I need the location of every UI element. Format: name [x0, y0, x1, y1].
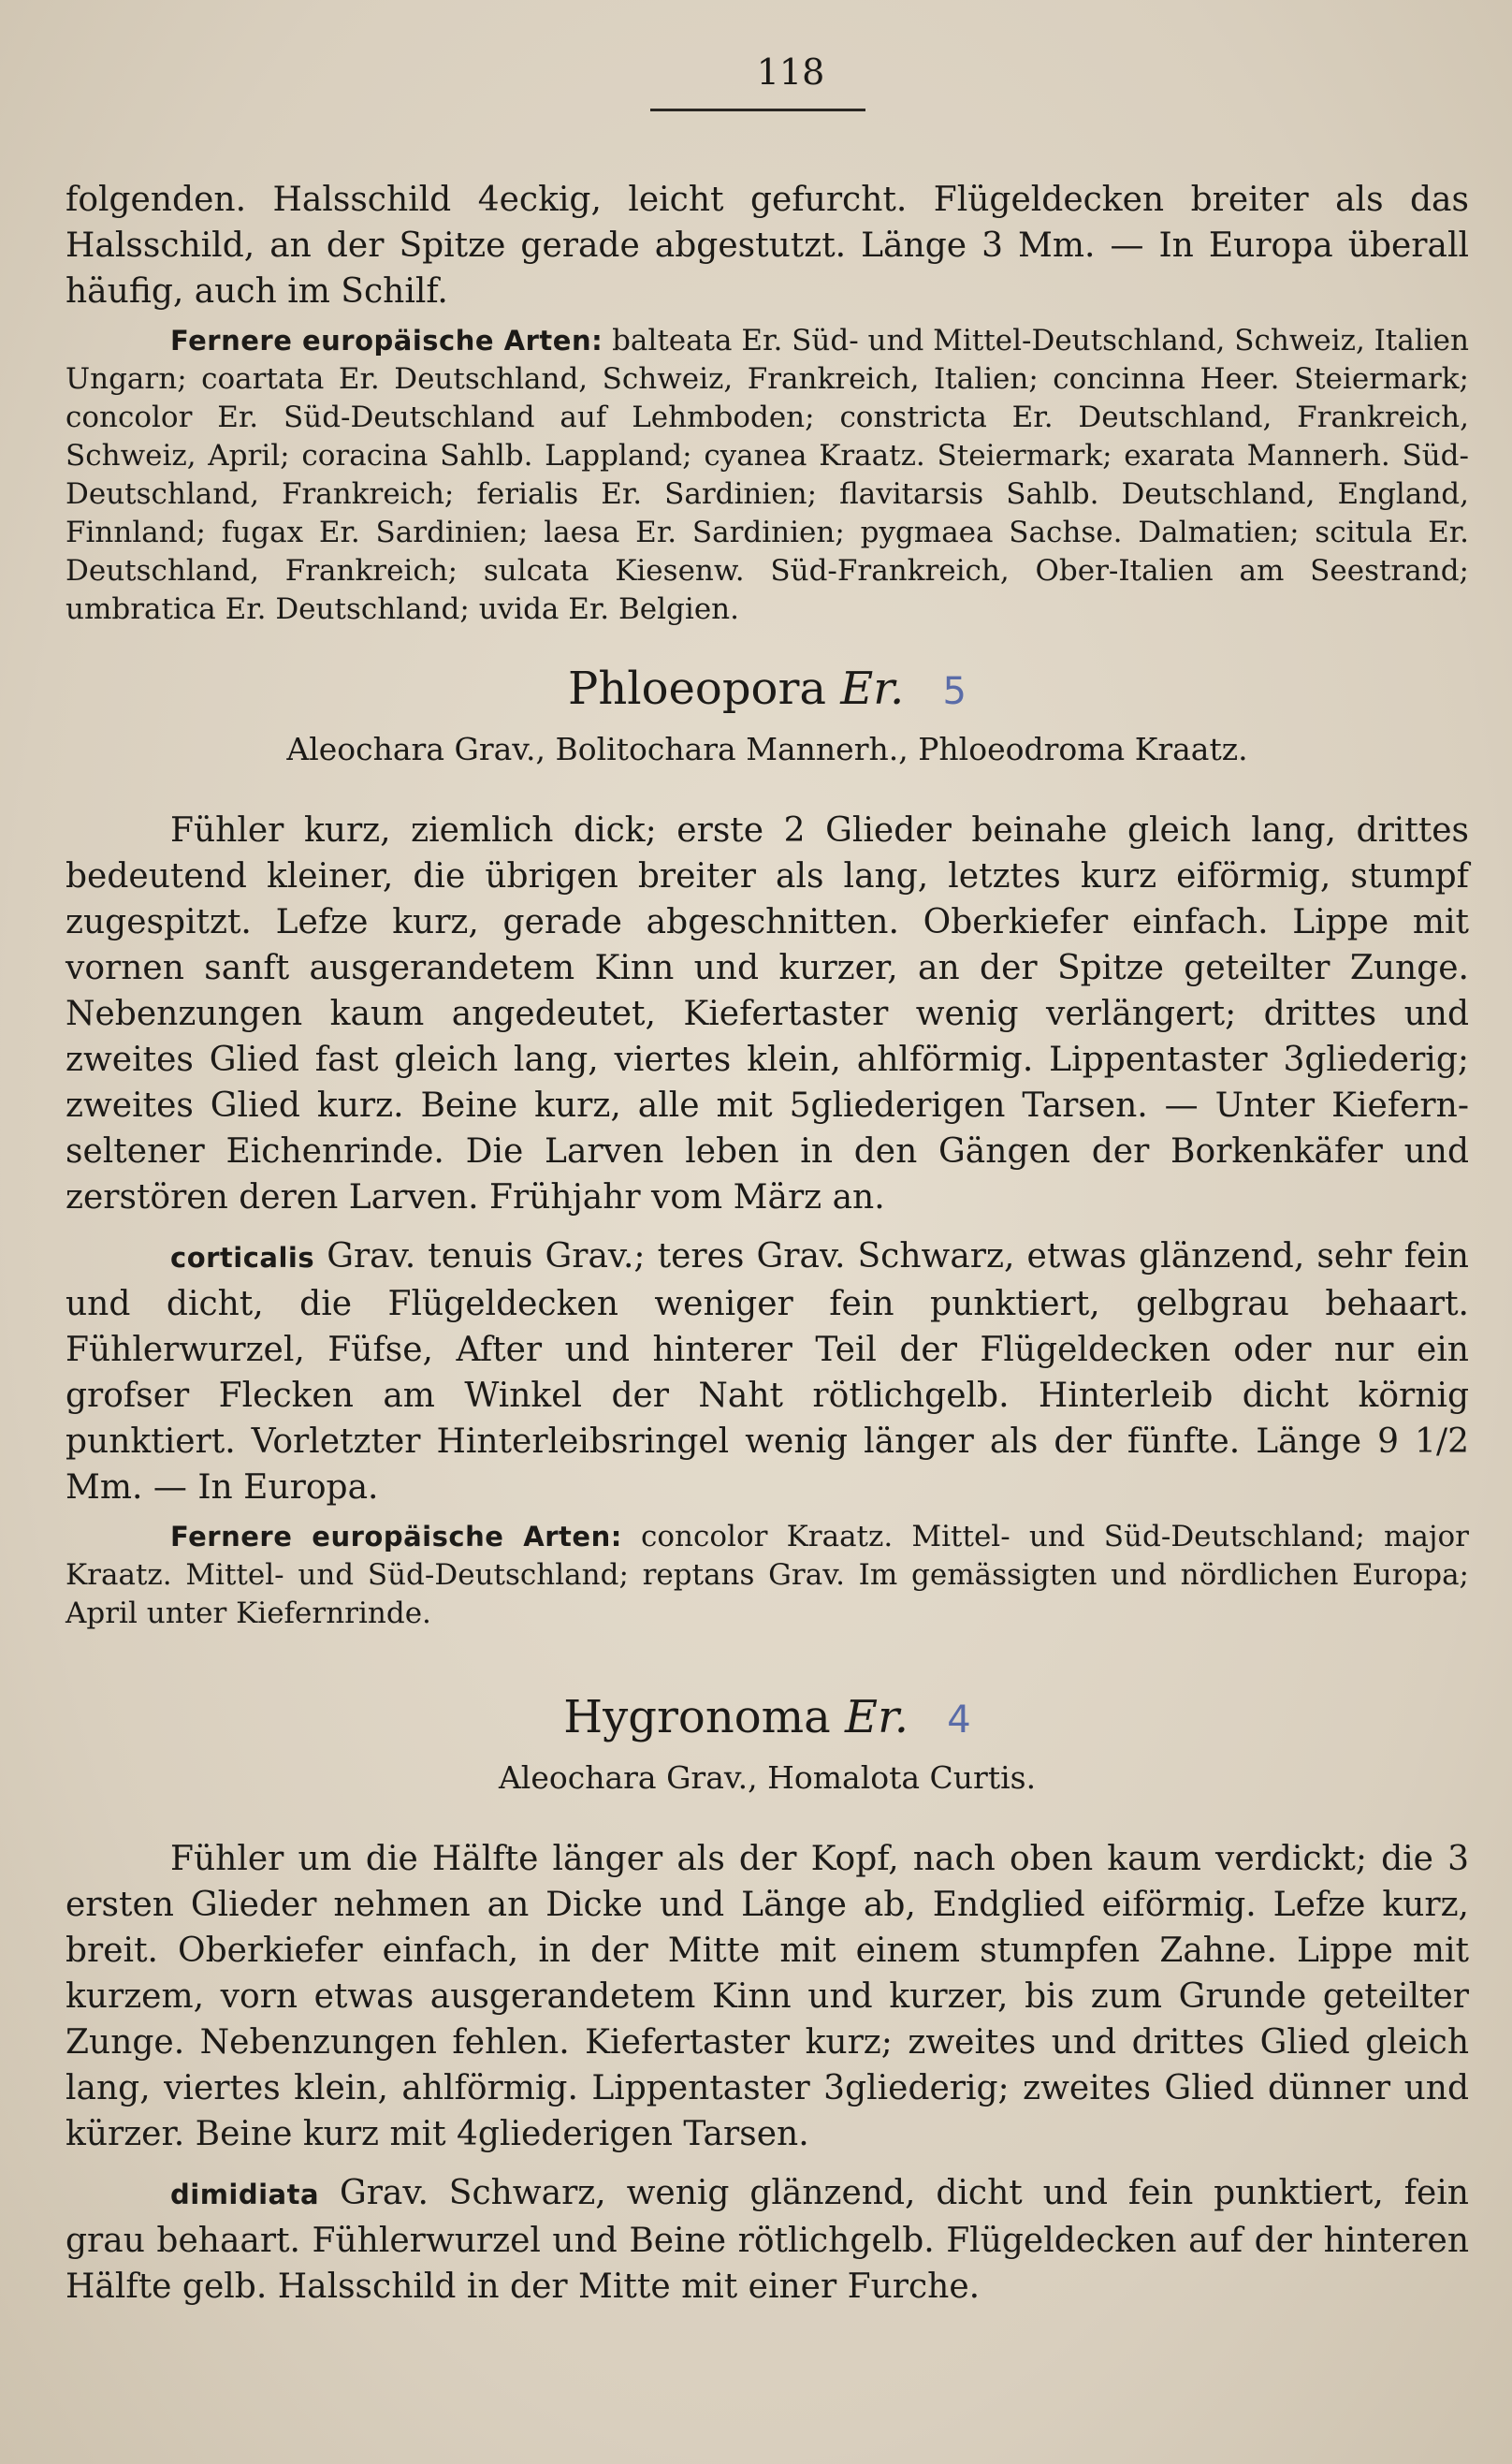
further-species-lead: Fernere europäische Arten:	[170, 325, 603, 357]
genus-name: Phloeopora	[568, 663, 826, 715]
species-entry-corticalis	[65, 1233, 1469, 1510]
genus-description: Fühler kurz, ziemlich dick; erste 2 Glieder beinahe gleich lang, drittes bedeutend kleiner, die übrigen breiter als lang, letztes kurz eiförmig, stumpf zugespitzt. Lefze kurz, gerade abgeschnitten. Oberkiefer einfach. Lippe mit vornen sanft ausgerandetem Kinn und kurzer, an der Spitze geteilter Zunge. Nebenzungen kaum angedeutet, Kiefertaster wenig verlängert; drittes und zweites Glied fast gleich lang, viertes klein, ahlförmig. Lippentaster 3gliederig; zweites Glied kurz. Beine kurz, alle mit 5gliederigen Tarsen. — Unter Kiefern- seltener Eichenrinde. Die Larven leben in den Gängen der Borkenkäfer und zerstören deren Larven. Frühjahr vom März an.	[65, 811, 1469, 1217]
species-description: Grav. Schwarz, wenig glänzend, dicht und fein punktiert, fein grau behaart. Fühlerwurzel und Beine rötlichgelb. Flügeldecken auf der hinteren Hälfte gelb. Halsschild in der Mitte mit einer Furche.	[65, 2174, 1469, 2306]
pencil-annotation: 4	[947, 1699, 971, 1742]
further-species-block-1	[65, 322, 1469, 629]
intro-paragraph: folgenden. Halsschild 4eckig, leicht gefurcht. Flügeldecken breiter als das Halsschild, an der Spitze gerade abgestutzt. Länge 3 Mm. — In Europa überall häufig, auch im Schilf.	[65, 181, 1469, 311]
genus-heading-hygronoma	[65, 1689, 1469, 1748]
further-species-lead: Fernere europäische Arten:	[170, 1521, 622, 1553]
genus-description: Fühler um die Hälfte länger als der Kopf, nach oben kaum verdickt; die 3 ersten Glieder nehmen an Dicke und Länge ab, Endglied eiförmig. Lefze kurz, breit. Oberkiefer einfach, in der Mitte mit einem stumpfen Zahne. Lippe mit kurzem, vorn etwas ausgerandetem Kinn und kurzer, bis zum Grunde geteilter Zunge. Nebenzungen fehlen. Kiefertaster kurz; zweites und drittes Glied gleich lang, viertes klein, ahlförmig. Lippentaster 3gliederig; zweites Glied dünner und kürzer. Beine kurz mit 4gliederigen Tarsen.	[65, 1840, 1469, 2153]
species-name: corticalis	[170, 1242, 315, 1274]
genus-heading-phloeopora	[65, 661, 1469, 720]
further-species-text: concolor Kraatz. Mittel- und Süd-Deutschland; major Kraatz. Mittel- und Süd-Deutschland; reptans Grav. Im gemässigten und nördlichen Europa; April unter Kiefernrinde.	[65, 1520, 1469, 1630]
further-species-text: balteata Er. Süd- und Mittel-Deutschland, Schweiz, Italien Ungarn; coartata Er. Deutschland, Schweiz, Frankreich, Italien; concinna Heer. Steiermark; concolor Er. Süd-Deutschland auf Lehmboden; constricta Er. Deutschland, Frankreich, Schweiz, April; coracina Sahlb. Lappland; cyanea Kraatz. Steiermark; exarata Mannerh. Süd-Deutschland, Frankreich; ferialis Er. Sardinien; flavitarsis Sahlb. Deutschland, England, Finnland; fugax Er. Sardinien; laesa Er. Sardinien; pygmaea Sachse. Dalmatien; scitula Er. Deutschland, Frankreich; sulcata Kiesenw. Süd-Frankreich, Ober-Italien am Seestrand; umbratica Er. Deutschland; uvida Er. Belgien.	[65, 324, 1469, 626]
genus-author: Er.	[840, 663, 905, 715]
pencil-annotation: 5	[942, 670, 967, 713]
genus-name: Hygronoma	[563, 1691, 831, 1743]
genus-author: Er.	[845, 1691, 909, 1743]
species-description: Grav. tenuis Grav.; teres Grav. Schwarz, etwas glänzend, sehr fein und dicht, die Flügeldecken weniger fein punktiert, gelbgrau behaart. Fühlerwurzel, Füfse, After und hinterer Teil der Flügeldecken oder nur ein grofser Flecken am Winkel der Naht rötlichgelb. Hinterleib dicht körnig punktiert. Vorletzter Hinterleibsringel wenig länger als der fünfte. Länge 9 1/2 Mm. — In Europa.	[65, 1237, 1469, 1507]
page-body	[65, 177, 1469, 2310]
further-species-block-2	[65, 1518, 1469, 1633]
genus-synonyms: Aleochara Grav., Bolitochara Mannerh., Phloeodroma Kraatz.	[286, 731, 1248, 767]
species-entry-dimidiata	[65, 2170, 1469, 2310]
header-rule	[650, 109, 865, 111]
species-name: dimidiata	[170, 2179, 320, 2210]
page-number: 118	[756, 51, 825, 93]
genus-synonyms: Aleochara Grav., Homalota Curtis.	[498, 1759, 1037, 1796]
